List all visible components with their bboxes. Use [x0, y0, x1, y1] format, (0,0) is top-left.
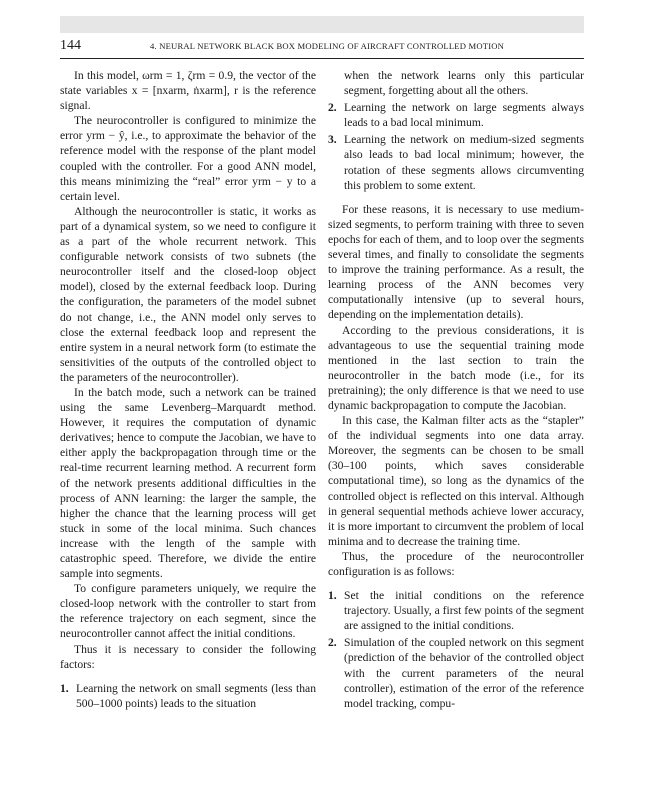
procedure-list: [328, 588, 584, 711]
page-number: 144: [60, 38, 81, 53]
paragraph-medium-segments: For these reasons, it is necessary to use medium-sized segments, to perform training with three to seven epochs for each of them, and to loop over the segments several times, and finally to consolidate the segments to improve the training performance. As a result, the learning process of the ANN becomes very computationally intensive (up to several hours, depending on the implementation details).: [328, 202, 584, 322]
running-head: 4. NEURAL NETWORK BLACK BOX MODELING OF AIRCRAFT CONTROLLED MOTION: [150, 41, 505, 51]
left-column: [60, 68, 316, 711]
paragraph-factors-intro: Thus it is necessary to consider the following factors:: [60, 642, 316, 671]
paragraph-neurocontroller-config: The neurocontroller is configured to minimize the error yrm − ŷ, i.e., to approximate the behavior of the reference model with the response of the plant model coupled with the controller. For a good ANN model, this means minimizing the “real” error yrm − y to a certain level.: [60, 114, 316, 203]
list-item: 1. Learning the network on small segments (less than 500–1000 points) leads to the situation: [60, 681, 316, 710]
paragraph-procedure-intro: Thus, the procedure of the neurocontroller configuration is as follows:: [328, 549, 584, 578]
paragraph-kalman-filter: In this case, the Kalman filter acts as the “stapler” of the individual segments into one data array. Moreover, the segments can be chosen to be small (30–100 points, which saves considerable computational time), so long as the dynamics of the controlled object is reflected on this interval. Although in general sequential methods achieve lower accuracy, it is more important to circumvent the problem of local minima and to decrease the training time.: [328, 414, 584, 548]
paragraph-sequential-mode: According to the previous considerations, it is advantageous to use the sequential training mode mentioned in the last section to train the neurocontroller in the batch mode (i.e., for its pretraining); the only difference is that we need to use dynamic backpropagation to compute the Jacobian.: [328, 323, 584, 412]
header-rule: [60, 58, 584, 59]
paragraph-unique-params: To configure parameters uniquely, we require the closed-loop network with the controller to start from the reference trajectory on each segment, since the neurocontroller cannot affect the initial conditions.: [60, 582, 316, 641]
paragraph-batch-mode: In the batch mode, such a network can be trained using the same Levenberg–Marquardt method. However, it requires the computation of dynamic derivatives; hence to compute the Jacobian, we have to either apply the backpropagation through time or the real-time recurrent learning method. A recurrent form of the network presents additional difficulties in the process of ANN learning: the larger the sample, the higher the chance that the learning process will get stuck in some of the local minima. Such chances increase with the length of the sample with catastrophic speed. Therefore, we divide the entire sample into segments.: [60, 385, 316, 581]
factors-list: [60, 681, 316, 711]
page-header: [60, 38, 584, 56]
factors-list-continued: [328, 68, 584, 193]
list-item: when the network learns only this particular segment, forgetting about all the others.: [344, 69, 584, 98]
list-item: 3. Learning the network on medium-sized segments also leads to bad local minimum; however, the rotation of these segments allows circumventing this problem to some extent.: [328, 133, 584, 192]
right-column: [328, 68, 584, 711]
list-item: 2. Learning the network on large segments always leads to a bad local minimum.: [328, 101, 584, 130]
top-gray-bar: [60, 16, 584, 33]
list-item: 2. Simulation of the coupled network on this segment (prediction of the behavior of the controlled object with the current parameters of the neural controller), estimation of the error of the reference model tracking, compu-: [328, 636, 584, 710]
paragraph-model-params: In this model, ωrm = 1, ζrm = 0.9, the vector of the state variables x = [nxarm, ṅxarm], r is the reference signal.: [60, 69, 316, 113]
paragraph-static-controller: Although the neurocontroller is static, it works as part of a dynamical system, so we need to configure it as a part of the whole recurrent network. This configurable network consists of two subnets (the neurocontroller itself and the closed-loop object model), closed by the external feedback loop. During the configuration, the parameters of the model subnet do not change, i.e., the ANN model only serves to close the external feedback loop and represent the entire system in a neural network form (to estimate the sensitivities of the outputs of the controlled object to the parameters of the neurocontroller).: [60, 204, 316, 384]
list-item: 1. Set the initial conditions on the reference trajectory. Usually, a first few points of the segment are assigned to the initial conditions.: [328, 589, 584, 633]
